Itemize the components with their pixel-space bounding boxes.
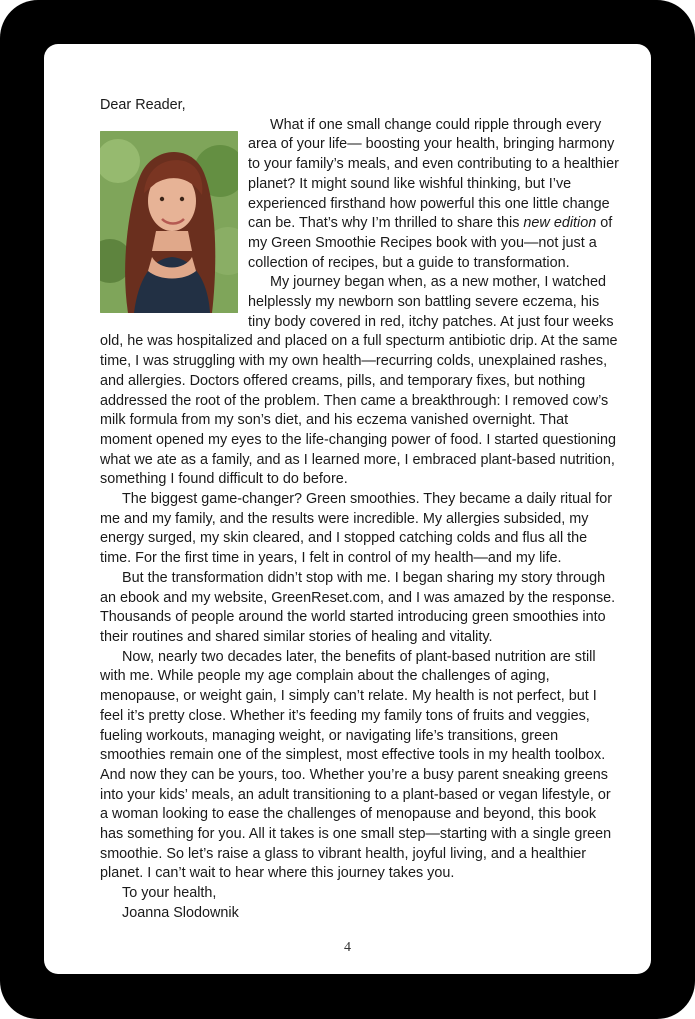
paragraph-intro: What if one small change could ripple through every area of your life— boosting your health, bringing harmony to your family’s meals, and even contributing to a healthier planet? It might sound like wishful thinking, but I’ve experienced firsthand how powerful this one little change can be. That’s why I’m thrilled to share this new edition of my Green Smoothie Recipes book with you—not just a collection of recipes, but a guide to transformation. [248, 116, 619, 271]
paragraph-journey: My journey began when, as a new mother, I watched helplessly my newborn son battling severe eczema, his tiny body covered in red, itchy patches. At just four weeks old, he was hospitalized and placed on a full specturm antibiotic drip. At the same time, I was struggling with my own health—recurring colds, unexplained rashes, and allergies. Doctors offered creams, pills, and temporary fixes, but nothing addressed the root of the problem. Then came a breakthrough: I removed cow’s milk formula from my son’s diet, and his eczema vanished overnight. That moment opened my eyes to the life-changing power of food. I started questioning what we ate as a family, and as I learned more, I embraced plant-based nutrition, something I found difficult to do before. [100, 274, 618, 488]
paragraph-two-decades: Now, nearly two decades later, the benefits of plant-based nutrition are still with me. While people my age complain about the challenges of aging, menopause, or weight gain, I simply can’t relate. My health is not perfect, but I feel it’s pretty close. Whether it’s feeding my family tons of fruits and veggies, fueling workouts, managing weight, or navigating life’s transitions, green smoothies remain one of the simplest, most effective tools in my health toolbox. And now they can be yours, too. Whether you’re a busy parent sneaking greens into your kids’ meals, an adult transitioning to a plant-based or vegan lifestyle, or a woman looking to ease the challenges of menopause and beyond, this book has something for you. All it takes is one small step—starting with a single green smoothie. So let’s raise a glass to vibrant health, joyful living, and a healthier planet. I can’t wait to hear where this journey takes you. [100, 648, 612, 882]
letter-body [100, 96, 620, 924]
author-portrait-illustration [100, 131, 238, 313]
paragraph-game-changer: The biggest game-changer? Green smoothies. They became a daily ritual for me and my family, and the results were incredible. My allergies subsided, my energy surged, my skin cleared, and I stopped catching colds and flus all the time. For the first time in years, I felt in control of my health—and my life. [100, 491, 613, 567]
signature: Joanna Slodownik [122, 904, 239, 921]
book-page[interactable] [44, 44, 651, 974]
paragraph-sharing: But the transformation didn’t stop with me. I began sharing my story through an ebook and my website, GreenReset.com, and I was amazed by the response. Thousands of people around the world started introducing green smoothies into their routines and shared similar stories of healing and vitality. [100, 569, 616, 645]
page-number: 4 [344, 940, 351, 955]
author-photo [100, 131, 238, 313]
closing: To your health, [122, 885, 217, 902]
greeting: Dear Reader, [100, 97, 186, 113]
emphasis-new-edition: new edition [523, 215, 597, 232]
